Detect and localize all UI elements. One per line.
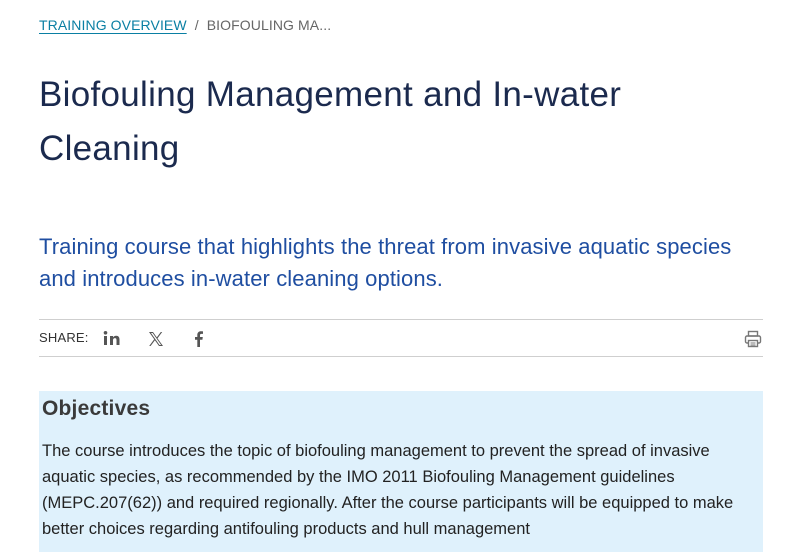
share-label: SHARE: [39, 330, 89, 345]
breadcrumb-current: BIOFOULING MA... [206, 17, 332, 33]
breadcrumb-separator: / [194, 17, 199, 33]
objectives-body: The course introduces the topic of biofouling management to prevent the spread of invasive aquatic species, as recommended by the IMO 2011 Biofouling Management guidelines (MEPC.207(62)) and required regionally. After the course participants will be equipped to make better choices regarding antifouling products and hull management [42, 442, 734, 538]
linkedin-icon[interactable] [102, 329, 122, 349]
x-icon[interactable] [146, 329, 166, 349]
breadcrumb [39, 15, 331, 35]
breadcrumb-link-training-overview[interactable]: TRAINING OVERVIEW [39, 17, 187, 33]
objectives-heading: Objectives [42, 397, 151, 420]
facebook-icon[interactable] [189, 329, 209, 349]
print-icon[interactable] [743, 329, 763, 349]
share-bar [39, 319, 763, 357]
objectives-section [39, 391, 763, 552]
page-title: Biofouling Management and In-water Cleaning [39, 75, 622, 168]
page-subtitle: Training course that highlights the threat from invasive aquatic species and introduces in-water cleaning options. [39, 234, 732, 291]
